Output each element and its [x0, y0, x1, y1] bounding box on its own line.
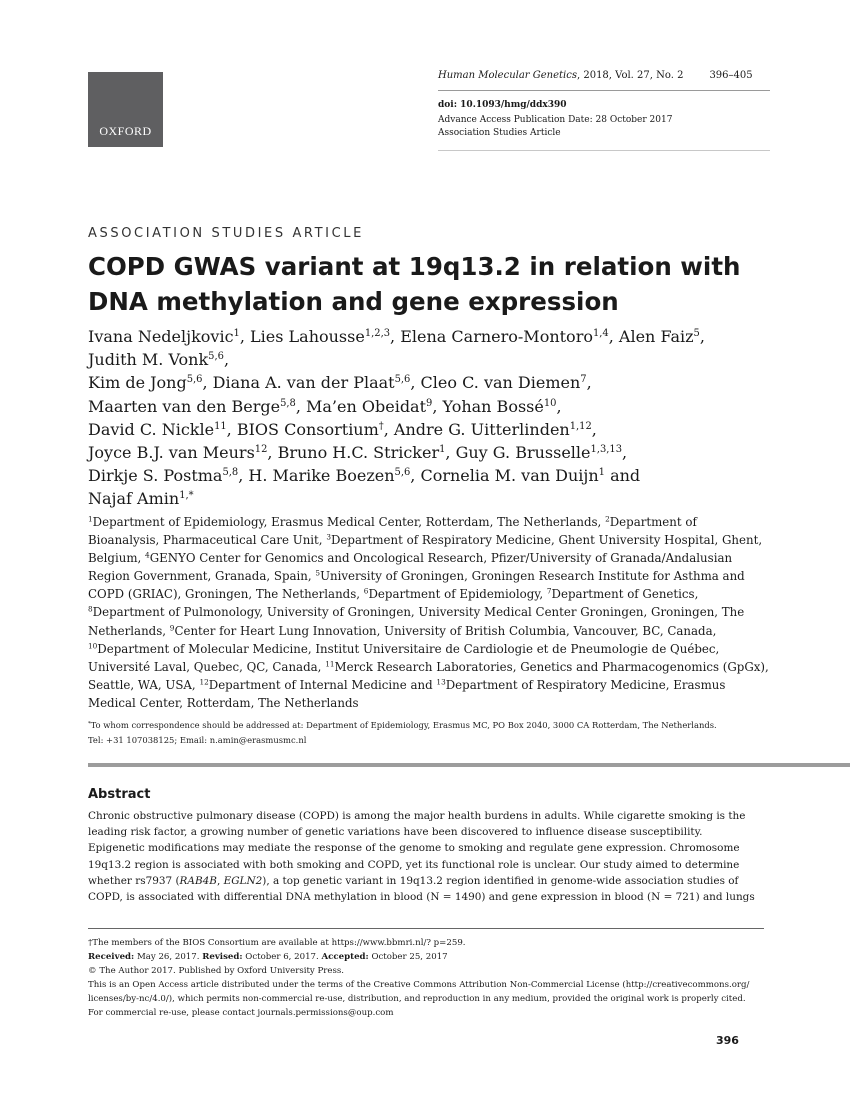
author-name: Ivana Nedeljkovic$^1$: [88, 327, 240, 346]
author-name: Ma’en Obeidat$^9$: [306, 396, 433, 416]
author-name: BIOS Consortium†: [236, 419, 384, 439]
affiliation-line: Bioanalysis, Pharmaceutical Care Unit, $^3$Department of Respiratory Medicine, Ghent University Hospital, Ghent,: [88, 532, 763, 548]
affiliation-line: COPD (GRIAC), Groningen, The Netherlands, $^6$Department of Epidemiology, $^7$Department of Genetics,: [88, 587, 699, 602]
license-line: licenses/by-nc/4.0/), which permits non-commercial re-use, distribution, and reproduction in any medium, provided the original work is properly cited.: [88, 994, 746, 1005]
author-name: Kim de Jong$^{5,6}$: [88, 373, 203, 393]
affiliation-line: $^{10}$Department of Molecular Medicine, Institut Universitaire de Cardiologie et de Pneumologie de Québec,: [88, 641, 720, 656]
affiliation-number: 4: [145, 550, 150, 560]
abstract-line: whether rs7937 (RAB4B, EGLN2), a top genetic variant in 19q13.2 region identified in genome-wide association studies of: [88, 874, 739, 887]
author-name: Yohan Bossé$^{10}$: [442, 396, 557, 416]
author-name: Lies Lahousse$^{1,2,3}$: [250, 327, 391, 346]
abstract-heading: Abstract: [88, 787, 151, 802]
footnote-divider: [88, 928, 764, 929]
author-name: Najaf Amin$^{1,*}$: [88, 489, 194, 509]
affiliation-number: 12: [199, 677, 209, 687]
author-affiliation-ref: 5: [693, 328, 700, 340]
journal-details: , 2018, Vol. 27, No. 2: [576, 70, 684, 81]
affiliation-number: 3: [326, 532, 331, 542]
correspondence-address: *To whom correspondence should be addressed at: Department of Epidemiology, Erasmus MC, PO Box 2040, 3000 CA Rotterdam, The Netherlands.: [88, 720, 717, 730]
author-name: David C. Nickle$^{11}$: [88, 419, 227, 439]
author-name: Cleo C. van Diemen$^7$: [420, 373, 587, 393]
doi-link[interactable]: doi: 10.1093/hmg/ddx390: [438, 100, 567, 110]
affiliation-number: 13: [436, 677, 446, 687]
author-name: Guy G. Brusselle$^{1,3,13}$: [455, 443, 623, 463]
affiliation-line: Region Government, Granada, Spain, $^5$University of Groningen, Groningen Research Institute for Asthma and: [88, 568, 745, 584]
publication-date: Advance Access Publication Date: 28 October 2017: [438, 115, 673, 125]
author-name: Elena Carnero-Montoro$^{1,4}$: [400, 327, 609, 346]
author-affiliation-ref: 5,6: [394, 467, 411, 479]
author-affiliation-ref: 5,8: [280, 397, 296, 409]
author-affiliation-ref: 1,2,3: [364, 328, 391, 340]
copyright-note: © The Author 2017. Published by Oxford University Press.: [88, 966, 345, 977]
author-name: Bruno H.C. Stricker$^1$: [277, 443, 446, 463]
affiliation-number: 1: [88, 514, 93, 524]
author-affiliation-ref: 1: [598, 467, 605, 479]
section-label: ASSOCIATION STUDIES ARTICLE: [88, 226, 364, 241]
author-name: Joyce B.J. van Meurs$^{12}$: [88, 443, 268, 463]
affiliation-line: Seattle, WA, USA, $^{12}$Department of Internal Medicine and $^{13}$Department of Respiratory Medicine, Erasmus: [88, 677, 726, 692]
affiliation-number: 2: [605, 514, 610, 524]
author-affiliation-ref: 5,8: [222, 467, 239, 479]
author-affiliation-ref: 5,6: [208, 351, 224, 363]
affiliation-line: Université Laval, Quebec, QC, Canada, $^{11}$Merck Research Laboratories, Genetics and Pharmacogenomics (GpGx),: [88, 659, 769, 674]
abstract-line: leading risk factor, a growing number of genetic variations have been discovered to influence disease susceptibility.: [88, 826, 703, 839]
author-affiliation-ref: 7: [580, 374, 587, 386]
logo-text: OXFORD: [99, 124, 152, 138]
license-line: For commercial re-use, please contact journals.permissions@oup.com: [88, 1008, 394, 1019]
page-number: 396: [716, 1034, 739, 1047]
affiliation-line: Netherlands, $^9$Center for Heart Lung Innovation, University of British Columbia, Vancouver, BC, Canada,: [88, 623, 717, 638]
author-name: Alen Faiz$^5$: [618, 327, 700, 346]
article-title: COPD GWAS variant at 19q13.2 in relation with DNA methylation and gene expression: [88, 252, 741, 316]
affiliation-line: Belgium, $^4$GENYO Center for Genomics and Oncological Research, Pfizer/University of Granada/Andalusian: [88, 550, 733, 566]
abstract-line: 19q13.2 region is associated with both smoking and COPD, yet its functional role is unclear. Our study aimed to determine: [88, 858, 740, 871]
author-affiliation-ref: 10: [543, 397, 557, 409]
abstract-divider: [88, 763, 850, 767]
author-affiliation-ref: 1: [233, 328, 240, 340]
journal-name: Human Molecular Genetics: [438, 70, 577, 81]
affiliation-number: 9: [169, 623, 175, 633]
author-list: Ivana Nedeljkovic$^1$, Lies Lahousse$^{1,2,3}$, Elena Carnero-Montoro$^{1,4}$, Alen Faiz$^5$, Judith M. Vonk$^{5,6}$, Kim de Jong$^{5,6}$, Diana A. van der Plaat$^{5,6}$, Cleo C. van Diemen$^7$, Maarten van den Berge$^{5,8}$, Ma’en Obeidat$^9$, Yohan Bossé$^{10}$, David C. Nickle$^{11}$, BIOS Consortium†, Andre G. Uitterlinden$^{1,12}$, Joyce B.J. van Meurs$^{12}$, Bruno H.C. Stricker$^1$, Guy G. Brusselle$^{1,3,13}$, Dirkje S. Postma$^{5,8}$, H. Marike Boezen$^{5,6}$, Cornelia M. van Duijn$^1$ and Najaf Amin$^{1,*}$: [88, 327, 705, 509]
author-affiliation-ref: 1: [439, 444, 446, 456]
affiliation-line: Medical Center, Rotterdam, The Netherlands: [88, 695, 359, 710]
author-conjunction: and: [604, 466, 641, 486]
affiliations: [88, 513, 768, 712]
affiliation-number: 6: [363, 587, 369, 596]
author-affiliation-ref: 1,3,13: [590, 444, 623, 456]
author-affiliation-ref: 1,4: [592, 328, 609, 340]
author-name: Dirkje S. Postma$^{5,8}$: [88, 466, 239, 486]
author-affiliation-ref: 11: [214, 420, 227, 432]
consortium-note: †The members of the BIOS Consortium are available at https://www.bbmri.nl/? p=259.: [88, 938, 466, 948]
author-affiliation-ref: 5,6: [394, 374, 411, 386]
affiliation-number: 11: [325, 659, 335, 669]
abstract-body: [88, 808, 764, 905]
header-divider: [438, 90, 770, 91]
author-name: Cornelia M. van Duijn$^1$: [420, 466, 605, 486]
article-type: Association Studies Article: [438, 128, 561, 138]
author-affiliation-ref: 9: [426, 397, 433, 409]
author-affiliation-ref: †: [378, 420, 384, 432]
author-affiliation-ref: 12: [254, 444, 268, 456]
affiliation-line: $^1$Department of Epidemiology, Erasmus Medical Center, Rotterdam, The Netherlands, $^2$Department of: [88, 514, 697, 529]
correspondence-contact: Tel: +31 107038125; Email: n.amin@erasmusmc.nl: [88, 735, 307, 745]
journal-citation: [438, 70, 753, 81]
affiliation-number: 10: [88, 641, 98, 651]
author-affiliation-ref: 1,12: [569, 420, 592, 432]
abstract-line: COPD, is associated with differential DNA methylation in blood (N = 1490) and gene expression in blood (N = 721) and lungs: [88, 891, 755, 904]
correspondence: [88, 718, 768, 748]
header-divider-bottom: [438, 150, 770, 151]
author-name: H. Marike Boezen$^{5,6}$: [248, 466, 411, 486]
footnotes: [88, 936, 768, 1021]
correspondence-marker: *: [88, 720, 91, 727]
affiliation-line: $^8$Department of Pulmonology, University of Groningen, University Medical Center Groningen, Groningen, The: [88, 605, 745, 620]
author-name: Judith M. Vonk$^{5,6}$: [88, 350, 224, 370]
abstract-line: Epigenetic modifications may mediate the response of the genome to smoking and regulate gene expression. Chromosome: [88, 842, 740, 855]
affiliation-number: 5: [315, 568, 321, 578]
author-name: Diana A. van der Plaat$^{5,6}$: [212, 373, 411, 393]
history-dates: Received: May 26, 2017. Revised: October 6, 2017. Accepted: October 25, 2017: [88, 952, 448, 963]
journal-pages: 396–405: [709, 70, 753, 81]
affiliation-number: 7: [546, 587, 552, 596]
author-name: Maarten van den Berge$^{5,8}$: [88, 396, 296, 416]
author-affiliation-ref: 1,*: [179, 490, 194, 502]
affiliation-number: 8: [88, 605, 93, 615]
author-name: Andre G. Uitterlinden$^{1,12}$: [393, 419, 592, 439]
abstract-line: Chronic obstructive pulmonary disease (COPD) is among the major health burdens in adults. While cigarette smoking is the: [88, 810, 746, 822]
license-line: This is an Open Access article distributed under the terms of the Creative Commons Attribution Non-Commercial License (http://creativecommons.org/: [88, 980, 750, 991]
oxford-logo: [88, 72, 163, 147]
author-affiliation-ref: 5,6: [186, 374, 203, 386]
